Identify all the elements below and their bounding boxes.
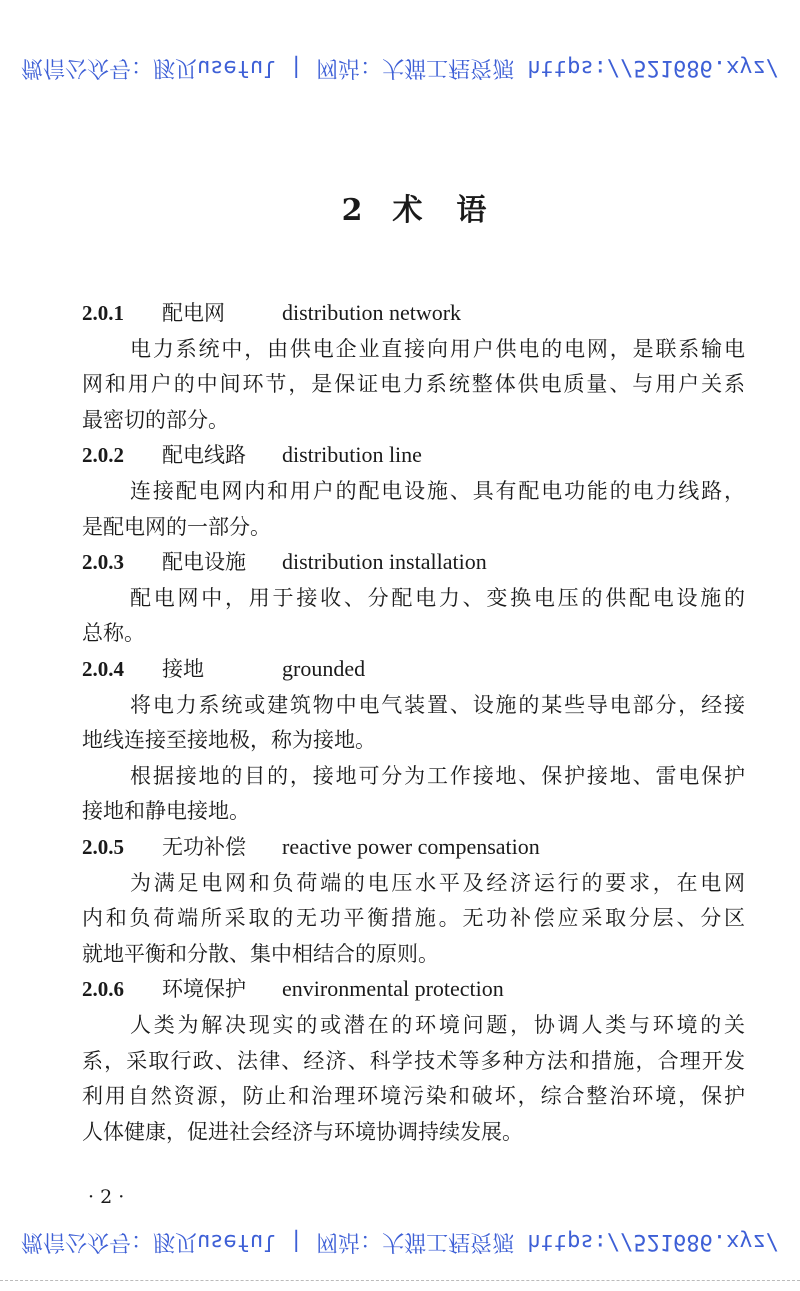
term-chinese: 配电网 bbox=[162, 301, 225, 325]
definition-line: 最密切的部分。 bbox=[82, 407, 229, 432]
term-heading bbox=[82, 975, 504, 1003]
definition-line: 地线连接至接地极，称为接地。 bbox=[82, 728, 376, 753]
term-english: distribution network bbox=[282, 300, 462, 325]
definition-line: 人类为解决现实的或潜在的环境问题，协调人类与环境的关 bbox=[130, 1013, 745, 1037]
definition-line: 接地和静电接地。 bbox=[82, 799, 250, 824]
chapter-title bbox=[0, 185, 800, 229]
chapter-number: 2 bbox=[341, 193, 365, 228]
term-english: distribution installation bbox=[282, 549, 487, 575]
definition-line: 连接配电网内和用户的配电设施、具有配电功能的电力线路， bbox=[130, 479, 745, 503]
definition-line: 利用自然资源，防止和治理环境污染和破坏，综合整治环境，保护 bbox=[82, 1084, 745, 1109]
definition-line: 内和负荷端所采取的无功平衡措施。无功补偿应采取分层、分区 bbox=[82, 906, 745, 931]
term-chinese: 接地 bbox=[162, 657, 204, 681]
term-heading bbox=[82, 299, 461, 327]
definition-line: 就地平衡和分散、集中相结合的原则。 bbox=[82, 941, 439, 966]
term-chinese: 环境保护 bbox=[162, 977, 246, 1002]
term-heading bbox=[82, 548, 487, 576]
definition-line: 将电力系统或建筑物中电气装置、设施的某些导电部分，经接 bbox=[130, 692, 745, 717]
definition-line: 是配电网的一部分。 bbox=[82, 514, 271, 539]
term-chinese: 配电设施 bbox=[162, 550, 246, 575]
definition-line: 电力系统中，由供电企业直接向用户供电的电网，是联系输电 bbox=[130, 336, 745, 361]
term-number: 2.0.2 bbox=[82, 443, 124, 468]
term-english: environmental protection bbox=[282, 976, 504, 1002]
term-number: 2.0.6 bbox=[82, 977, 124, 1002]
definition-line: 总称。 bbox=[82, 621, 145, 646]
term-english: reactive power compensation bbox=[282, 834, 540, 859]
term-heading bbox=[82, 441, 422, 469]
page-number: · 2 · bbox=[88, 1186, 125, 1208]
chapter-name: 术 语 bbox=[392, 193, 489, 228]
definition-line: 系，采取行政、法律、经济、科学技术等多种方法和措施，合理开发 bbox=[82, 1048, 745, 1073]
term-english: distribution line bbox=[282, 442, 422, 468]
term-number: 2.0.4 bbox=[82, 657, 124, 681]
term-chinese: 配电线路 bbox=[162, 443, 246, 468]
term-chinese: 无功补偿 bbox=[162, 835, 246, 859]
divider bbox=[0, 1280, 800, 1281]
watermark-top: 微信公众号：豚贝useful | 网站：大猫工程资源 https://521686.xyz/ bbox=[20, 55, 780, 80]
watermark-bottom: 微信公众号：豚贝useful | 网站：大猫工程资源 https://521686.xyz/ bbox=[20, 1229, 780, 1254]
definition-line: 网和用户的中间环节，是保证电力系统整体供电质量、与用户关系 bbox=[82, 372, 745, 397]
term-number: 2.0.5 bbox=[82, 835, 124, 859]
term-english: grounded bbox=[282, 656, 366, 681]
term-heading bbox=[82, 833, 540, 861]
term-heading bbox=[82, 655, 365, 683]
definition-line: 人体健康，促进社会经济与环境协调持续发展。 bbox=[82, 1119, 523, 1144]
term-number: 2.0.3 bbox=[82, 550, 124, 575]
definition-line: 配电网中，用于接收、分配电力、变换电压的供配电设施的 bbox=[130, 585, 745, 610]
term-number: 2.0.1 bbox=[82, 301, 124, 325]
definition-line: 根据接地的目的，接地可分为工作接地、保护接地、雷电保护 bbox=[130, 763, 745, 788]
definition-line: 为满足电网和负荷端的电压水平及经济运行的要求，在电网 bbox=[130, 870, 745, 895]
